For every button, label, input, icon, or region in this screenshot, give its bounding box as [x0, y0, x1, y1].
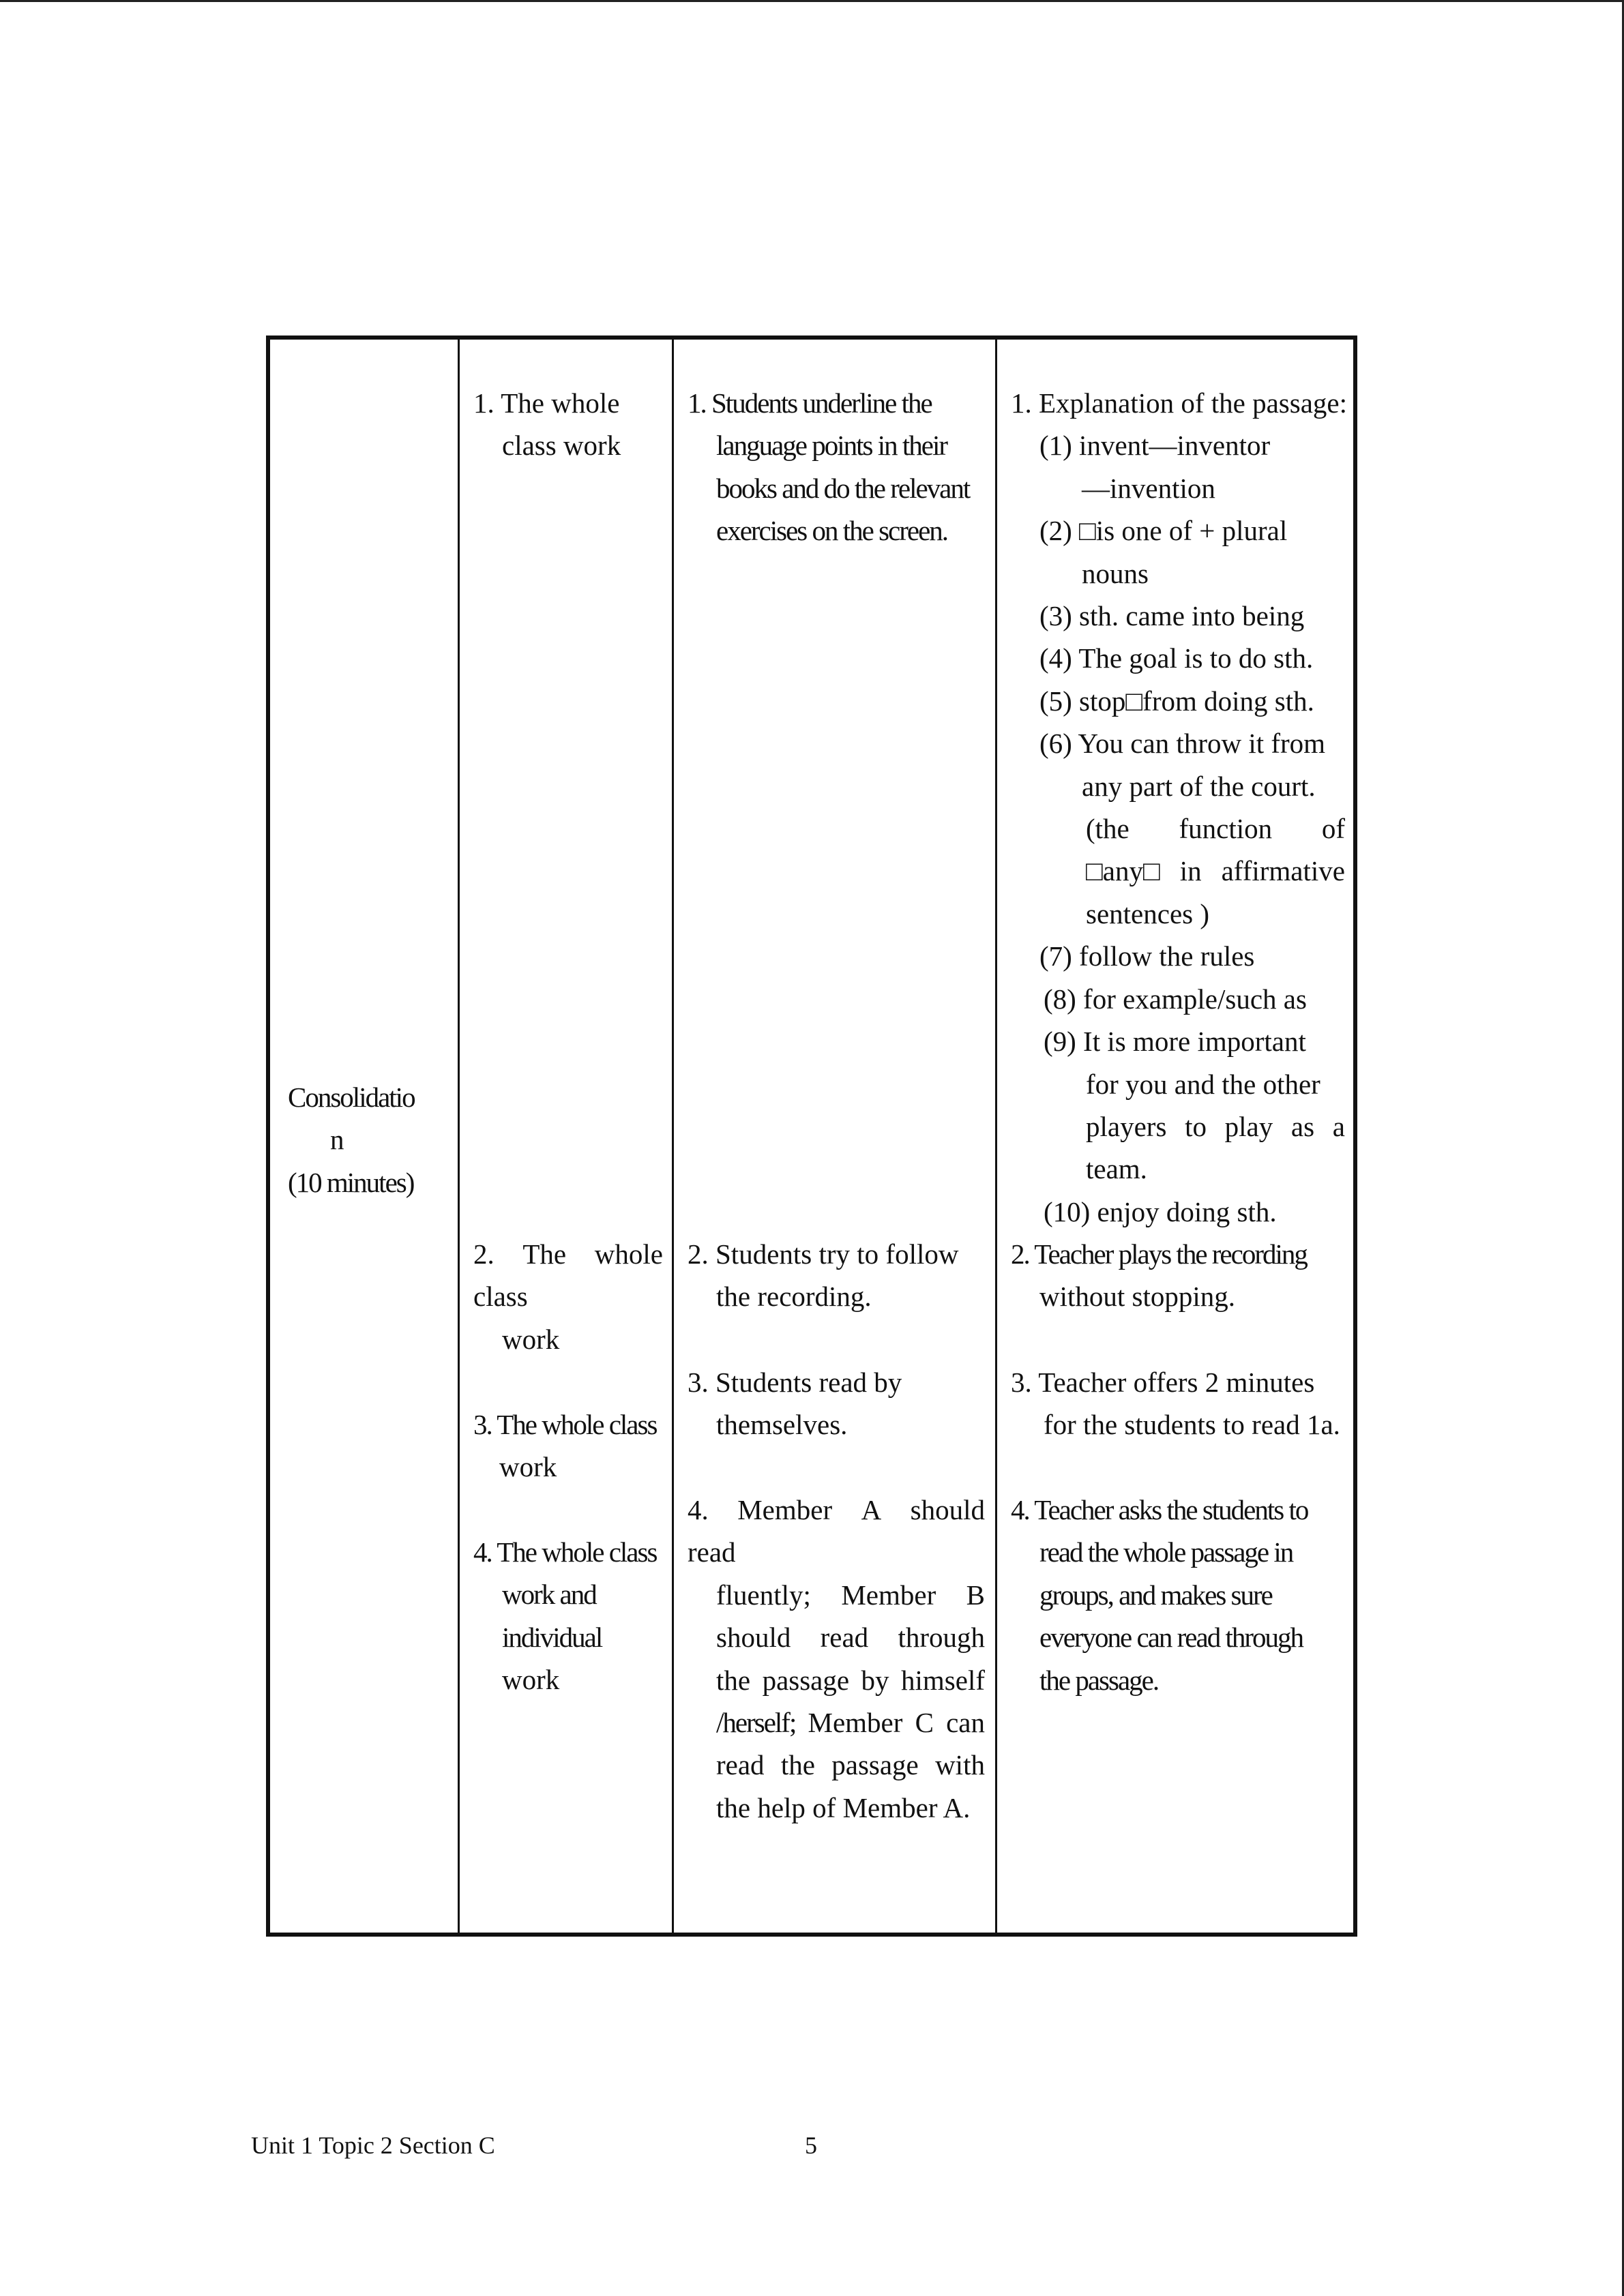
teacher-1-s2a: (2) □is one of + plural — [1039, 515, 1288, 547]
student-4-word: C — [915, 1707, 934, 1739]
interaction-4-line-1: 4. The whole class — [473, 1536, 657, 1568]
teacher-4-line-2: read the whole passage in — [1039, 1536, 1293, 1568]
teacher-1-s6d-word: in — [1179, 855, 1202, 887]
teacher-1-s6c-word: function — [1179, 813, 1273, 845]
teacher-1-s9c-word: a — [1332, 1110, 1345, 1142]
interaction-2-line-3: work — [502, 1323, 560, 1355]
student-3-line-1: 3. Students read by — [688, 1367, 902, 1398]
teacher-1-s7: (7) follow the rules — [1039, 940, 1255, 972]
teacher-1-s1a: (1) invent—inventor — [1039, 430, 1271, 462]
student-activity-2 — [688, 1233, 988, 1318]
interaction-2-word: The — [522, 1238, 567, 1270]
teacher-2-line-1: 2. Teacher plays the recording — [1011, 1238, 1307, 1270]
stage-cell — [288, 1076, 445, 1204]
teacher-1-s9b: for you and the other — [1086, 1068, 1320, 1100]
interaction-3 — [473, 1403, 671, 1489]
interaction-2-line-2: class — [473, 1281, 528, 1313]
teacher-1-s9c-word: players — [1086, 1110, 1167, 1142]
lesson-plan-table — [266, 336, 1357, 1937]
teacher-activity-2 — [1011, 1233, 1352, 1318]
teacher-1-s6c-word: of — [1321, 813, 1345, 845]
student-4-word: Member — [737, 1494, 833, 1525]
teacher-1-s6c-word: (the — [1086, 813, 1130, 845]
student-4-word: the — [716, 1664, 751, 1696]
teacher-activity-1 — [1011, 382, 1348, 1233]
teacher-activity-4 — [1011, 1489, 1352, 1701]
interaction-2 — [473, 1233, 663, 1360]
teacher-1-s3: (3) sth. came into being — [1039, 600, 1305, 632]
teacher-1-s8: (8) for example/such as — [1044, 983, 1307, 1015]
student-1-line-4: exercises on the screen. — [716, 515, 948, 547]
teacher-1-s6d-word: □any□ — [1086, 855, 1160, 887]
stage-line-2: n — [330, 1124, 344, 1156]
student-4-word: himself — [901, 1664, 985, 1696]
teacher-2-line-2: without stopping. — [1039, 1281, 1236, 1313]
interaction-2-word: whole — [594, 1238, 663, 1270]
student-4-word: can — [946, 1707, 985, 1739]
student-2-line-1: 2. Students try to follow — [688, 1238, 959, 1270]
teacher-4-line-3: groups, and makes sure — [1039, 1579, 1272, 1611]
column-divider-3 — [995, 340, 997, 1933]
teacher-1-head: 1. Explanation of the passage: — [1011, 387, 1348, 419]
interaction-4-line-2: work and — [502, 1579, 596, 1611]
interaction-1-line-2: class work — [502, 430, 621, 462]
teacher-4-line-4: everyone can read through — [1039, 1622, 1303, 1654]
interaction-3-line-2: work — [499, 1451, 557, 1483]
teacher-1-s2b: nouns — [1082, 557, 1149, 589]
column-divider-1 — [458, 340, 460, 1933]
teacher-1-s9c-word: to — [1185, 1110, 1207, 1142]
stage-line-1: Consolidatio — [288, 1082, 415, 1113]
student-4-word: /herself; — [716, 1707, 796, 1739]
student-4-word: Member — [841, 1579, 936, 1611]
interaction-4 — [473, 1531, 671, 1701]
teacher-3-line-2: for the students to read 1a. — [1044, 1409, 1340, 1441]
student-4-word: the — [780, 1749, 815, 1781]
student-4-word: fluently; — [716, 1579, 811, 1611]
teacher-1-s9d: team. — [1086, 1153, 1147, 1185]
interaction-4-line-3: individual — [502, 1621, 602, 1653]
page-number: 5 — [805, 2132, 817, 2159]
student-4-word: through — [898, 1622, 985, 1654]
interaction-4-line-4: work — [502, 1664, 560, 1696]
student-4-word: should — [716, 1622, 791, 1654]
column-divider-2 — [672, 340, 674, 1933]
teacher-activity-3 — [1011, 1361, 1352, 1446]
teacher-1-s9c-word: as — [1290, 1110, 1315, 1142]
student-activity-1 — [688, 382, 988, 552]
teacher-4-line-1: 4. Teacher asks the students to — [1011, 1494, 1308, 1525]
student-activity-3 — [688, 1361, 988, 1446]
student-activity-4 — [688, 1489, 985, 1829]
student-1-line-1: 1. Students underline the — [688, 387, 932, 419]
teacher-1-s6d-word: affirmative — [1221, 855, 1345, 887]
student-4-word: passage — [762, 1664, 850, 1696]
teacher-1-s1b: —invention — [1082, 472, 1215, 504]
footer-section-label: Unit 1 Topic 2 Section C — [251, 2132, 495, 2159]
teacher-1-s6b: any part of the court. — [1082, 770, 1316, 802]
top-border-line — [0, 0, 1624, 2]
student-3-line-2: themselves. — [716, 1409, 848, 1441]
interaction-1-line-1: 1. The whole — [473, 387, 620, 419]
student-4-word: B — [966, 1579, 985, 1611]
teacher-1-s6a: (6) You can throw it from — [1039, 728, 1326, 760]
student-4-word: read — [820, 1622, 869, 1654]
stage-line-3: (10 minutes) — [288, 1166, 414, 1198]
student-4-word: by — [861, 1664, 889, 1696]
teacher-1-s9a: (9) It is more important — [1044, 1026, 1306, 1058]
teacher-3-line-1: 3. Teacher offers 2 minutes — [1011, 1367, 1315, 1398]
teacher-1-s9c-word: play — [1224, 1110, 1273, 1142]
interaction-cell — [473, 382, 663, 467]
student-4-read: read — [688, 1536, 736, 1568]
student-2-line-2: the recording. — [716, 1281, 872, 1313]
teacher-4-line-5: the passage. — [1039, 1664, 1159, 1696]
teacher-1-s5: (5) stop□from doing sth. — [1039, 685, 1314, 717]
student-4-word: Member — [808, 1707, 903, 1739]
student-1-line-3: books and do the relevant — [716, 472, 970, 504]
teacher-1-s10: (10) enjoy doing sth. — [1044, 1195, 1277, 1227]
student-4-word: A — [861, 1494, 882, 1525]
teacher-1-s4: (4) The goal is to do sth. — [1039, 642, 1314, 674]
student-4-word: read — [716, 1749, 765, 1781]
interaction-3-line-1: 3. The whole class — [473, 1409, 657, 1440]
interaction-2-word: 2. — [473, 1238, 494, 1270]
student-4-word: with — [935, 1749, 985, 1781]
student-4-word: should — [910, 1494, 985, 1525]
student-1-line-2: language points in their — [716, 430, 947, 462]
student-4-line-8: the help of Member A. — [716, 1791, 971, 1823]
teacher-1-s6e: sentences ) — [1086, 897, 1209, 929]
student-4-word: 4. — [688, 1494, 709, 1525]
student-4-word: passage — [831, 1749, 919, 1781]
